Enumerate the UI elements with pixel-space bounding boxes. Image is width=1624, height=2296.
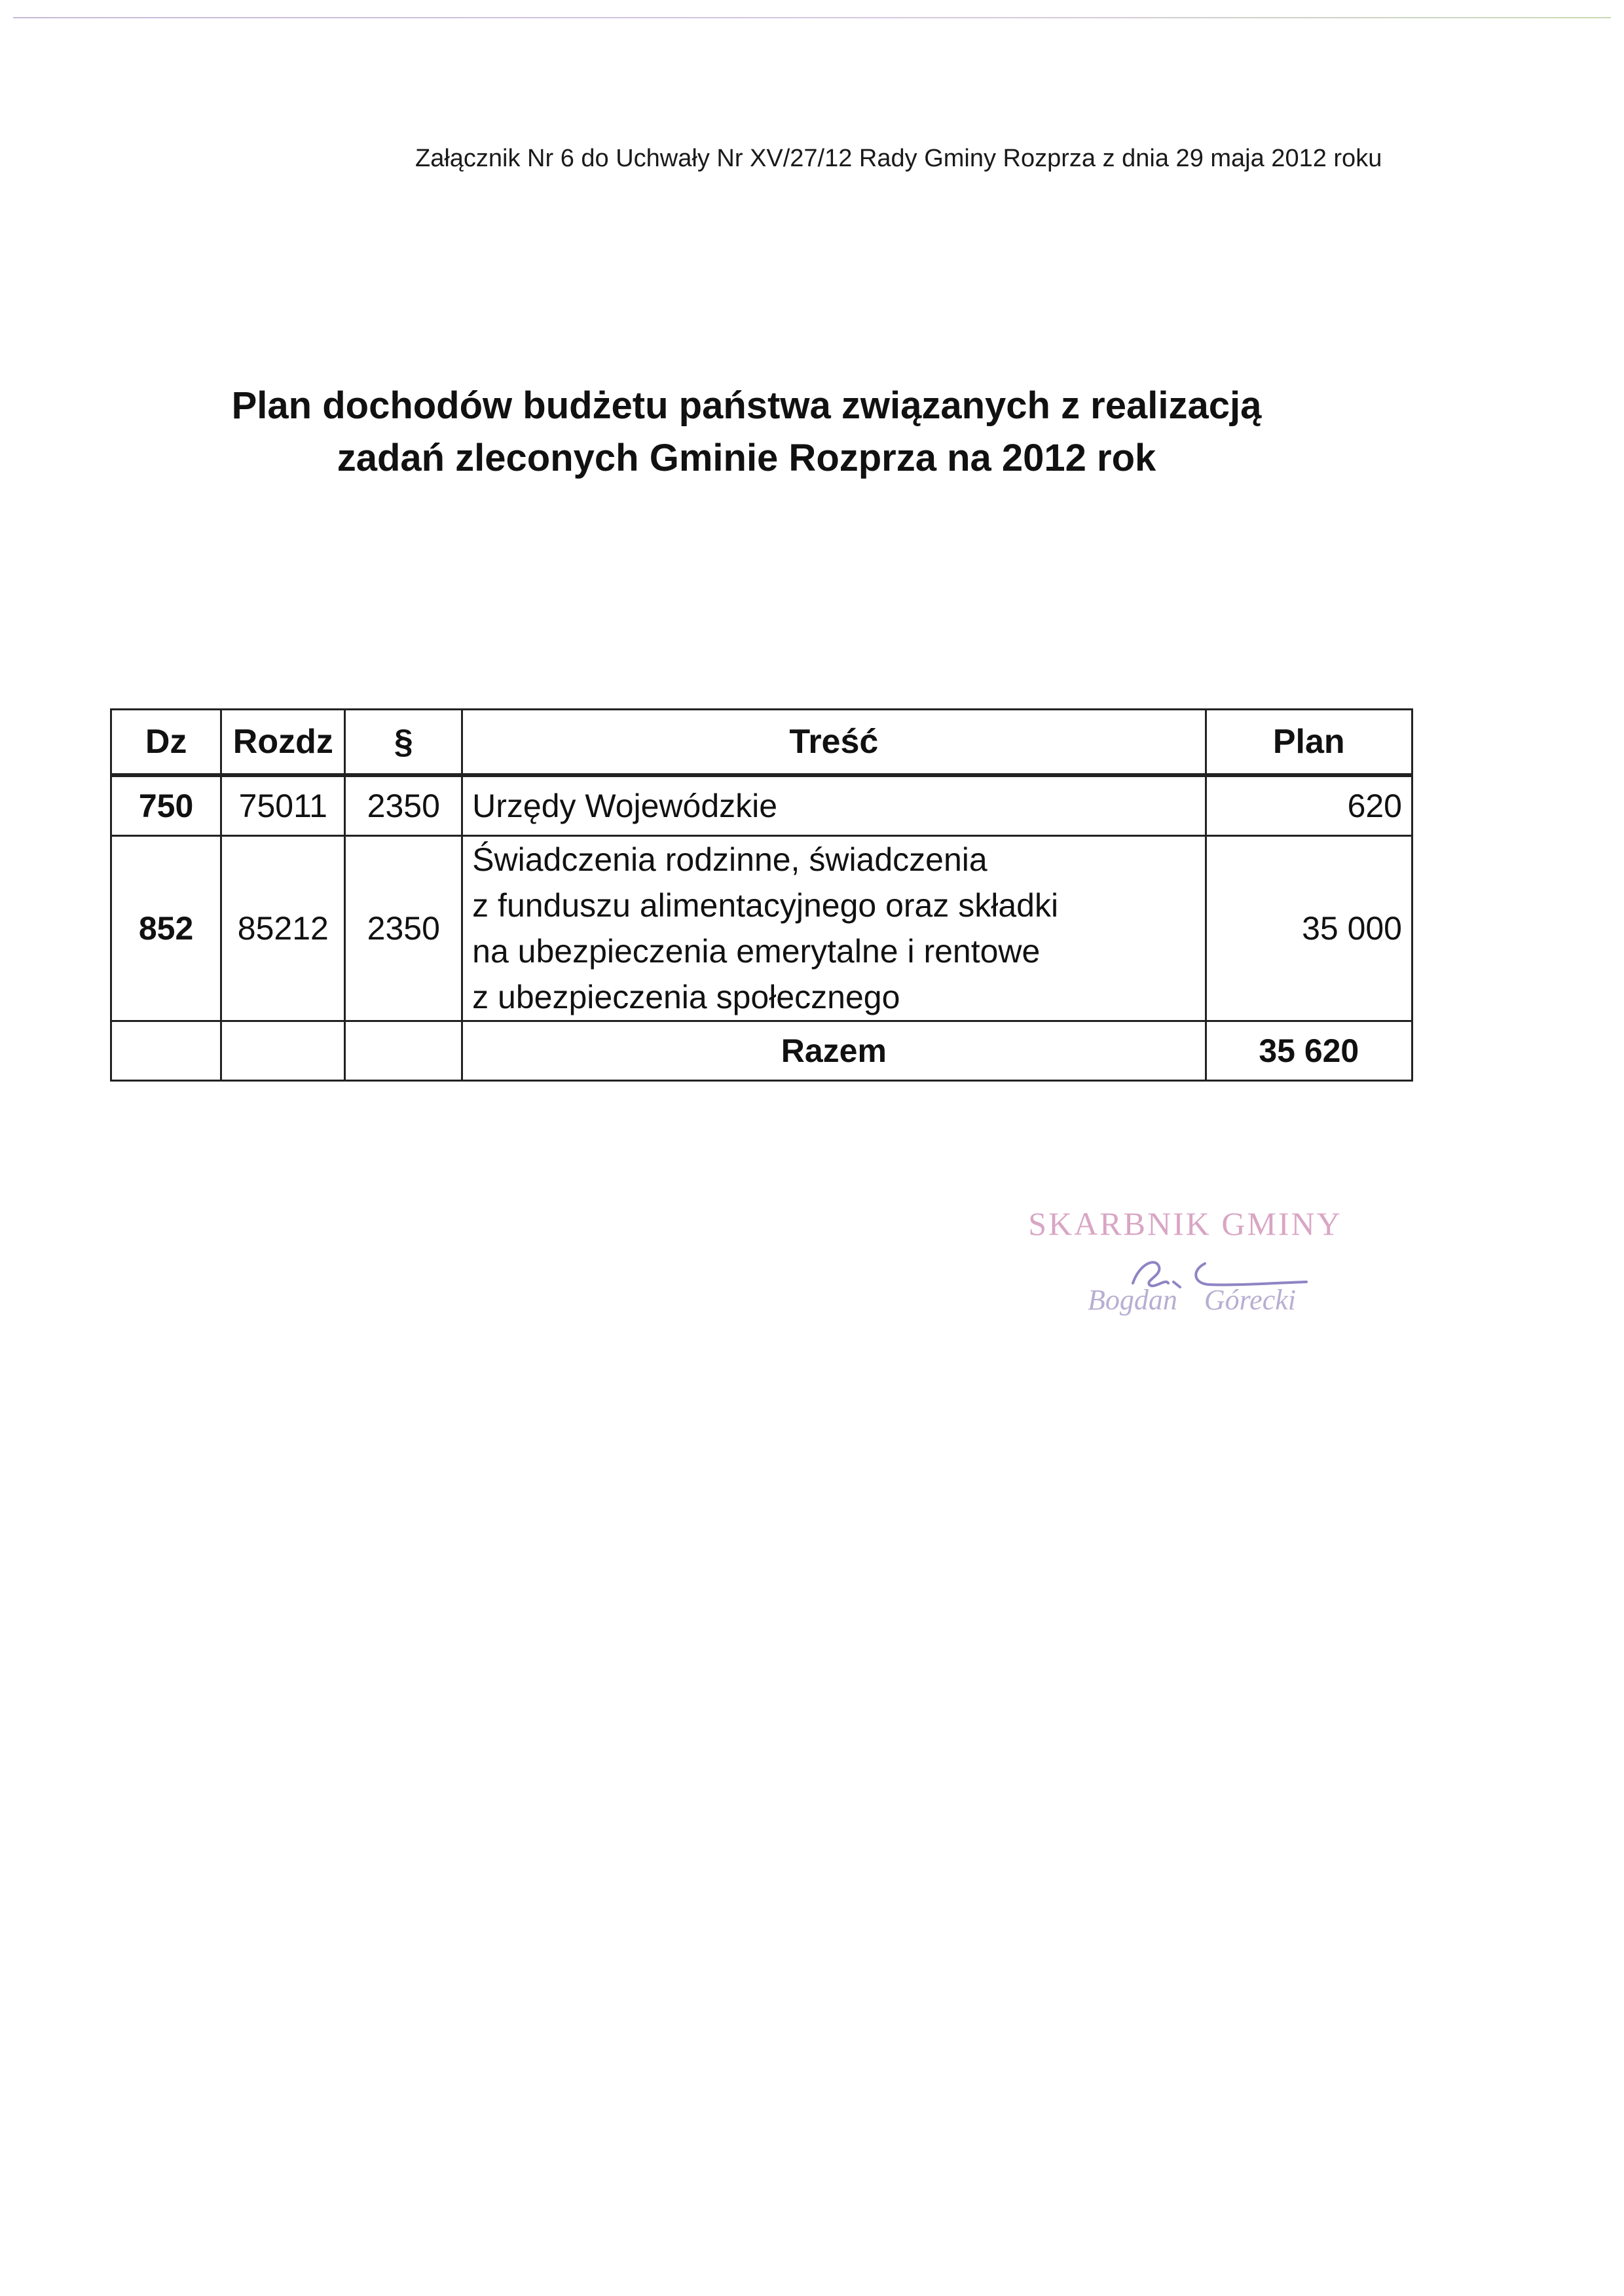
tresc-line: na ubezpieczenia emerytalne i rentowe bbox=[472, 933, 1041, 970]
budget-table bbox=[110, 708, 1413, 1082]
page-title bbox=[131, 380, 1362, 484]
cell-paragraph: 2350 bbox=[345, 836, 462, 1021]
tresc-line: Urzędy Wojewódzkie bbox=[472, 788, 778, 824]
total-label: Razem bbox=[462, 1021, 1206, 1081]
table-header-row bbox=[111, 710, 1412, 776]
cell-rozdz: 85212 bbox=[221, 836, 345, 1021]
cell-paragraph: 2350 bbox=[345, 775, 462, 836]
scan-edge-line bbox=[13, 17, 1611, 18]
header-dz: Dz bbox=[111, 710, 221, 776]
stamp-name: Bogdan Górecki bbox=[1088, 1284, 1296, 1316]
cell-empty bbox=[221, 1021, 345, 1081]
cell-tresc bbox=[462, 836, 1206, 1021]
cell-empty bbox=[345, 1021, 462, 1081]
total-value: 35 620 bbox=[1206, 1021, 1412, 1081]
header-rozdz: Rozdz bbox=[221, 710, 345, 776]
title-line-2: zadań zleconych Gminie Rozprza na 2012 rok bbox=[337, 437, 1156, 479]
tresc-line: z ubezpieczenia społecznego bbox=[472, 979, 900, 1015]
cell-plan: 35 000 bbox=[1206, 836, 1412, 1021]
treasurer-stamp bbox=[1022, 1205, 1349, 1336]
table-row bbox=[111, 775, 1412, 836]
cell-empty bbox=[111, 1021, 221, 1081]
attachment-note: Załącznik Nr 6 do Uchwały Nr XV/27/12 Rady Gminy Rozprza z dnia 29 maja 2012 roku bbox=[415, 145, 1382, 172]
stamp-title: SKARBNIK GMINY bbox=[1028, 1205, 1342, 1242]
cell-dz: 852 bbox=[111, 836, 221, 1021]
header-tresc: Treść bbox=[462, 710, 1206, 776]
cell-rozdz: 75011 bbox=[221, 775, 345, 836]
header-plan: Plan bbox=[1206, 710, 1412, 776]
tresc-line: z funduszu alimentacyjnego oraz składki bbox=[472, 887, 1059, 924]
total-row bbox=[111, 1021, 1412, 1081]
header-paragraph: § bbox=[345, 710, 462, 776]
table-row bbox=[111, 836, 1412, 1021]
title-line-1: Plan dochodów budżetu państwa związanych z realizacją bbox=[231, 384, 1262, 427]
tresc-line: Świadczenia rodzinne, świadczenia bbox=[472, 841, 987, 878]
cell-tresc bbox=[462, 775, 1206, 836]
cell-dz: 750 bbox=[111, 775, 221, 836]
cell-plan: 620 bbox=[1206, 775, 1412, 836]
